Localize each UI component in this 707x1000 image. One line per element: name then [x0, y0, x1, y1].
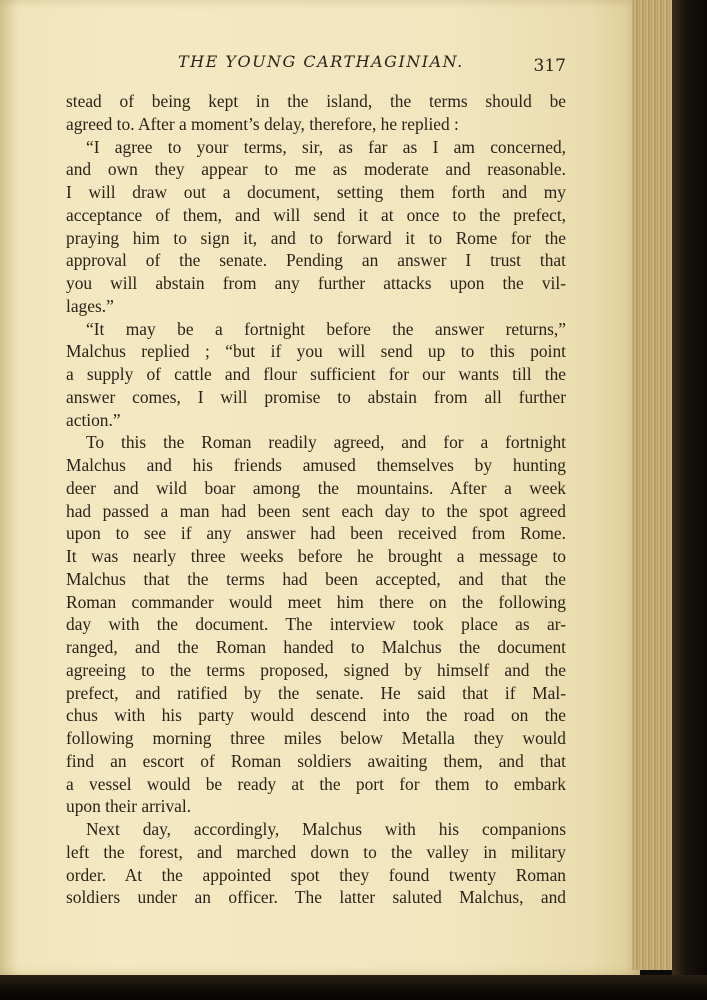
text-line: left the forest, and marched down to the valley in military [66, 841, 566, 862]
text-line: “I agree to your terms, sir, as far as I am concerned, [86, 136, 566, 157]
text-line: It was nearly three weeks before he brought a message to [66, 546, 566, 566]
text-line: To this the Roman readily agreed, and for a fortnight [86, 432, 566, 453]
text-line: upon their arrival. [66, 796, 192, 817]
text-line: stead of being kept in the island, the terms should be [66, 91, 566, 111]
text-line: agreeing to the terms proposed, signed by himself and the [66, 659, 566, 680]
text-line: answer comes, I will promise to abstain from all further [66, 386, 566, 407]
text-line: a supply of cattle and flour sufficient for our wants till the [66, 364, 566, 384]
text-line: “It may be a fortnight before the answer returns,” [86, 318, 566, 339]
text-line: Malchus that the terms had been accepted, and that the [66, 568, 566, 589]
text-line: prefect, and ratified by the senate. He said that if Mal- [66, 682, 566, 703]
gutter-shadow [0, 0, 18, 975]
text-line: following morning three miles below Metalla they would [66, 728, 566, 748]
text-line: I will draw out a document, setting them forth and my [66, 182, 566, 202]
text-line: a vessel would be ready at the port for them to embark [66, 773, 566, 794]
text-line: acceptance of them, and will send it at once to the prefect, [66, 204, 566, 225]
text-line: had passed a man had been sent each day to the spot agreed [66, 500, 566, 521]
background-right [672, 0, 707, 1000]
text-line: find an escort of Roman soldiers awaiting them, and that [66, 750, 566, 771]
text-line: praying him to sign it, and to forward it to Rome for the [66, 227, 566, 248]
page-header [66, 52, 566, 82]
page-number: 317 [533, 56, 566, 76]
text-line: approval of the senate. Pending an answer I trust that [66, 250, 566, 271]
text-line: ranged, and the Roman handed to Malchus the document [66, 637, 566, 657]
text-line: Malchus replied ; “but if you will send up to this point [66, 341, 566, 362]
text-line: action.” [66, 409, 121, 430]
page-edges [632, 0, 672, 970]
text-line: chus with his party would descend into the road on the [66, 705, 566, 726]
running-title: THE YOUNG CARTHAGINIAN. [178, 52, 464, 71]
text-line: you will abstain from any further attacks upon the vil- [66, 273, 566, 293]
text-line: deer and wild boar among the mountains. After a week [66, 477, 566, 498]
background-bottom [0, 975, 707, 1000]
text-line: Next day, accordingly, Malchus with his companions [86, 819, 566, 839]
text-line: and own they appear to me as moderate and reasonable. [66, 159, 566, 180]
text-line: upon to see if any answer had been received from Rome. [66, 523, 566, 544]
body-text [66, 90, 566, 909]
text-line: lages.” [66, 295, 114, 316]
text-line: day with the document. The interview took place as ar- [66, 614, 566, 635]
text-line: order. At the appointed spot they found twenty Roman [66, 864, 566, 885]
text-line: Malchus and his friends amused themselves by hunting [66, 455, 566, 475]
text-line: soldiers under an officer. The latter saluted Malchus, and [66, 887, 566, 908]
text-line: Roman commander would meet him there on the following [66, 591, 566, 612]
text-line: agreed to. After a moment’s delay, therefore, he replied : [66, 113, 459, 134]
